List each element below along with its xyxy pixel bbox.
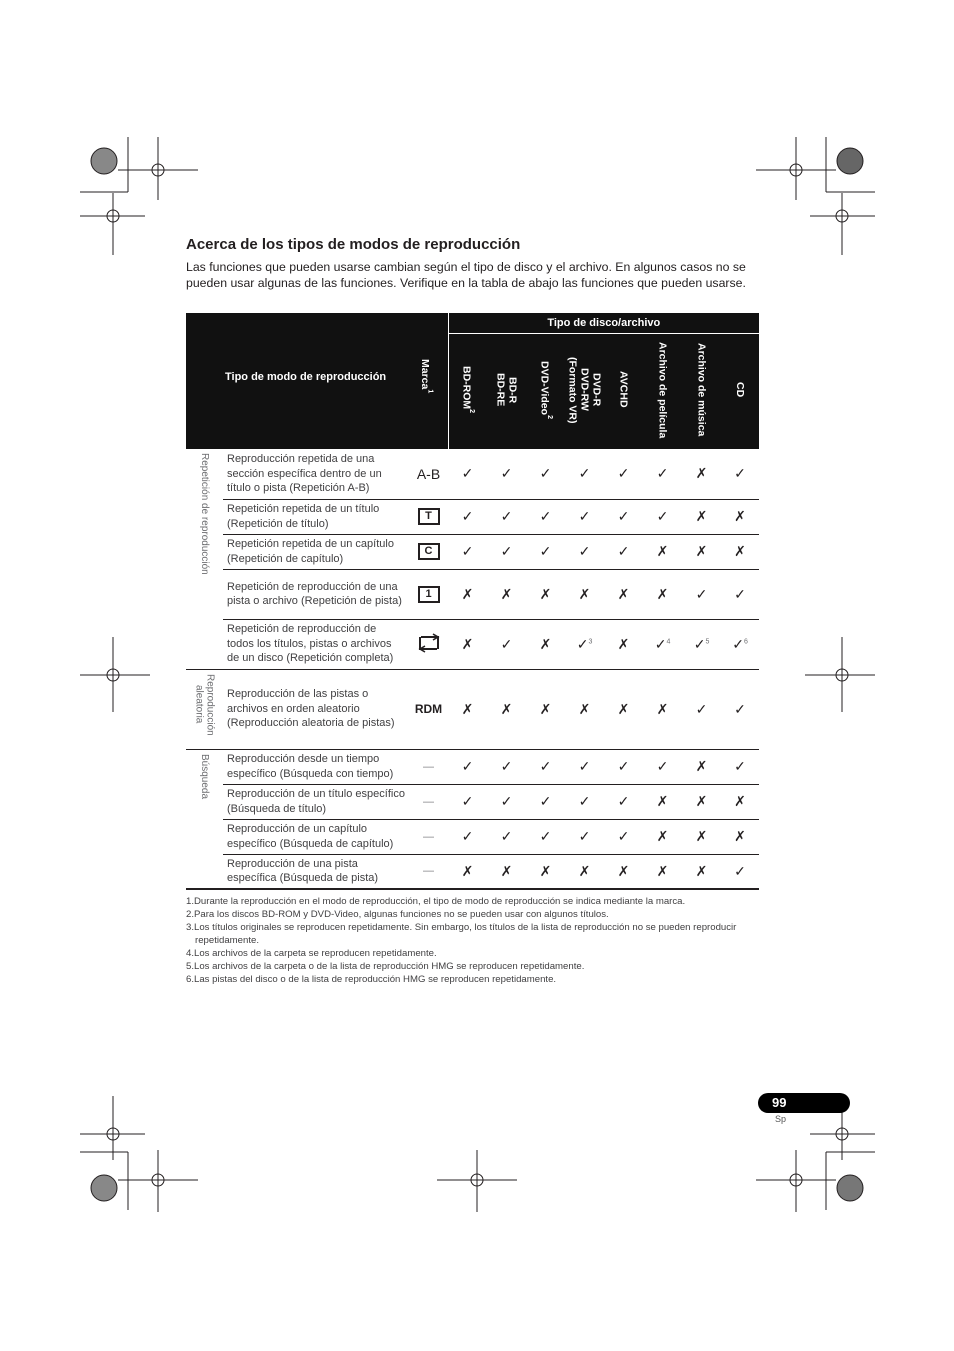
support-cell: ✓ [643,499,682,534]
support-cell: ✓ [448,749,487,784]
support-cell: ✓ [721,749,759,784]
section-label: Búsqueda [186,749,223,889]
repeat-all-icon [417,644,441,656]
footnote: 2.Para los discos BD-ROM y DVD-Video, algunas funciones no se pueden usar con algunos títulos. [186,909,609,920]
group-header: Tipo de disco/archivo [448,313,759,333]
mark-cell [409,619,448,669]
support-cell: ✓ [487,784,526,819]
support-cell: ✗ [526,669,565,749]
support-cell: ✗ [682,819,721,854]
mode-description: Reproducción de una pista específica (Búsqueda de pista) [223,854,409,889]
support-cell: ✓ [487,619,526,669]
table-row [186,749,759,784]
repeat-title-icon: T [418,508,440,525]
table-row [186,784,759,819]
support-cell: ✗ [643,854,682,889]
mode-header-cell [186,313,448,449]
support-cell: ✗ [721,784,759,819]
support-cell: ✗ [721,534,759,569]
support-cell: ✓ [721,569,759,619]
support-cell: ✗ [604,619,643,669]
column-header: DVD-R DVD-RW (Formato VR) [565,333,604,449]
support-cell: ✗ [643,784,682,819]
table-row [186,449,759,499]
mode-description: Reproducción repetida de una sección específica dentro de un título o pista (Repetición A-B) [227,453,382,494]
footnote: 6.Las pistas del disco o de la lista de reproducción HMG se reproducen repetidamente. [186,974,557,985]
footnote: 5.Los archivos de la carpeta o de la lista de reproducción HMG se reproducen repetidamente. [186,961,585,972]
mode-mark: — [423,830,435,843]
support-cell: ✗ [721,819,759,854]
support-cell: ✓ [604,534,643,569]
random-icon: RDM [414,702,443,716]
column-header: BD-ROM$^2$ [448,333,487,449]
support-cell: ✗ [526,569,565,619]
support-cell: ✗ [565,669,604,749]
table-row [186,619,759,669]
support-cell: ✗ [448,569,487,619]
mode-description: Repetición repetida de un título (Repetición de título) [223,499,409,534]
support-cell: ✓ [604,749,643,784]
support-cell: ✓ [721,669,759,749]
mark-cell [409,569,448,619]
support-cell: ✓ [461,465,474,482]
mark-cell [409,854,448,889]
support-cell: ✗ [604,669,643,749]
intro-paragraph: Las funciones que pueden usarse cambian según el tipo de disco y el archivo. En algunos casos no se pueden usar algunas de las funciones. Verifique en la tabla de abajo las funciones que pueden usarse. [186,260,746,290]
support-cell: ✗ [643,569,682,619]
mark-cell [409,784,448,819]
support-cell: ✓ [565,749,604,784]
support-cell: ✓ [565,499,604,534]
support-cell: ✗ [604,569,643,619]
support-cell: ✓$^6$ [721,619,759,669]
support-cell: ✓ [578,465,591,482]
column-header: CD [721,333,759,449]
support-cell: ✓ [682,669,721,749]
support-cell: ✓ [526,749,565,784]
footnote: 3.Los títulos originales se reproducen repetidamente. Sin embargo, los títulos de la lista de reproducción no se pueden reproducir repetidamente. [186,922,737,946]
support-cell: ✗ [695,465,708,482]
support-cell: ✓ [487,819,526,854]
table-row [186,854,759,889]
page-heading: Acerca de los tipos de modos de reproducción [186,236,521,253]
footnote: 1.Durante la reproducción en el modo de reproducción, el tipo de modo de reproducción se indica mediante la marca. [186,896,686,907]
table-row [186,499,759,534]
support-cell: ✗ [643,534,682,569]
mark-cell [409,534,448,569]
table-row [186,669,759,749]
support-cell: ✓ [565,534,604,569]
repeat-track-icon: 1 [418,586,440,603]
mode-description: Repetición de reproducción de todos los títulos, pistas o archivos de un disco (Repetición completa) [223,619,409,669]
support-cell: ✓ [526,819,565,854]
table-row [186,534,759,569]
support-cell: ✗ [643,669,682,749]
support-cell: ✓ [682,569,721,619]
support-cell: ✓ [565,819,604,854]
support-cell: ✗ [721,499,759,534]
support-cell: ✓ [565,784,604,819]
support-cell: ✗ [682,784,721,819]
support-cell: ✓ [604,499,643,534]
section-label: Reproducción aleatoria [186,669,223,749]
mark-cell [409,819,448,854]
support-cell: ✗ [448,619,487,669]
mode-description: Reproducción desde un tiempo específico (Búsqueda con tiempo) [223,749,409,784]
support-cell: ✓ [604,819,643,854]
mark-cell [409,749,448,784]
support-cell: ✓ [526,784,565,819]
column-header: DVD-Video$^2$ [526,333,565,449]
support-cell: ✓ [539,465,552,482]
table-row [186,569,759,619]
mode-mark: — [423,760,435,773]
mode-description: Repetición repetida de un capítulo (Repetición de capítulo) [223,534,409,569]
support-cell: ✗ [487,854,526,889]
support-cell: ✓ [487,534,526,569]
page-number-badge: 99 [758,1093,850,1113]
support-cell: ✓ [526,534,565,569]
support-cell: ✗ [682,499,721,534]
support-cell: ✗ [448,669,487,749]
support-cell: ✓ [448,819,487,854]
support-cell: ✓ [734,465,746,482]
support-cell: ✗ [448,854,487,889]
support-cell: ✓ [487,499,526,534]
mode-mark: — [423,795,435,808]
support-cell: ✗ [526,619,565,669]
section-label: Repetición de reproducción [199,453,210,575]
support-cell: ✓ [721,854,759,889]
mode-description: Reproducción de las pistas o archivos en orden aleatorio (Reproducción aleatoria de pistas) [223,669,409,749]
support-cell: ✓ [448,499,487,534]
mark-cell [409,449,448,499]
mark-header: Marca$^1$ [419,359,434,394]
mode-mark: A-B [416,465,441,482]
support-cell: ✗ [682,534,721,569]
support-cell: ✗ [604,854,643,889]
support-cell: ✓ [448,784,487,819]
support-cell: ✗ [526,854,565,889]
mode-mark: — [423,865,435,878]
footnote: 4.Los archivos de la carpeta se reproducen repetidamente. [186,948,437,959]
support-cell: ✓ [617,465,630,482]
table-row [186,819,759,854]
support-cell: ✓$^4$ [643,619,682,669]
support-cell: ✗ [565,569,604,619]
column-header: BD-R BD-RE [487,333,526,449]
repeat-chapter-icon: C [418,543,440,560]
support-cell: ✓$^3$ [565,619,604,669]
support-cell: ✓ [656,465,669,482]
language-code: Sp [775,1114,787,1124]
footnotes-list [186,895,762,986]
mode-description: Reproducción de un capítulo específico (Búsqueda de capítulo) [223,819,409,854]
mode-description: Reproducción de un título específico (Búsqueda de título) [223,784,409,819]
column-header: Archivo de música [682,333,721,449]
column-header: AVCHD [604,333,643,449]
support-cell: ✓$^5$ [682,619,721,669]
column-header: Archivo de película [643,333,682,449]
support-cell: ✓ [643,749,682,784]
mode-header: Tipo de modo de reproducción [225,371,387,383]
support-cell: ✗ [643,819,682,854]
mode-description: Repetición de reproducción de una pista o archivo (Repetición de pista) [223,569,409,619]
support-cell: ✓ [526,499,565,534]
support-cell: ✓ [500,465,513,482]
support-cell: ✗ [565,854,604,889]
support-cell: ✗ [487,569,526,619]
support-cell: ✗ [487,669,526,749]
mark-cell [409,669,448,749]
support-cell: ✗ [682,749,721,784]
support-cell: ✗ [682,854,721,889]
support-cell: ✓ [604,784,643,819]
support-cell: ✓ [448,534,487,569]
mark-cell [409,499,448,534]
playback-modes-table [186,313,759,890]
support-cell: ✓ [487,749,526,784]
